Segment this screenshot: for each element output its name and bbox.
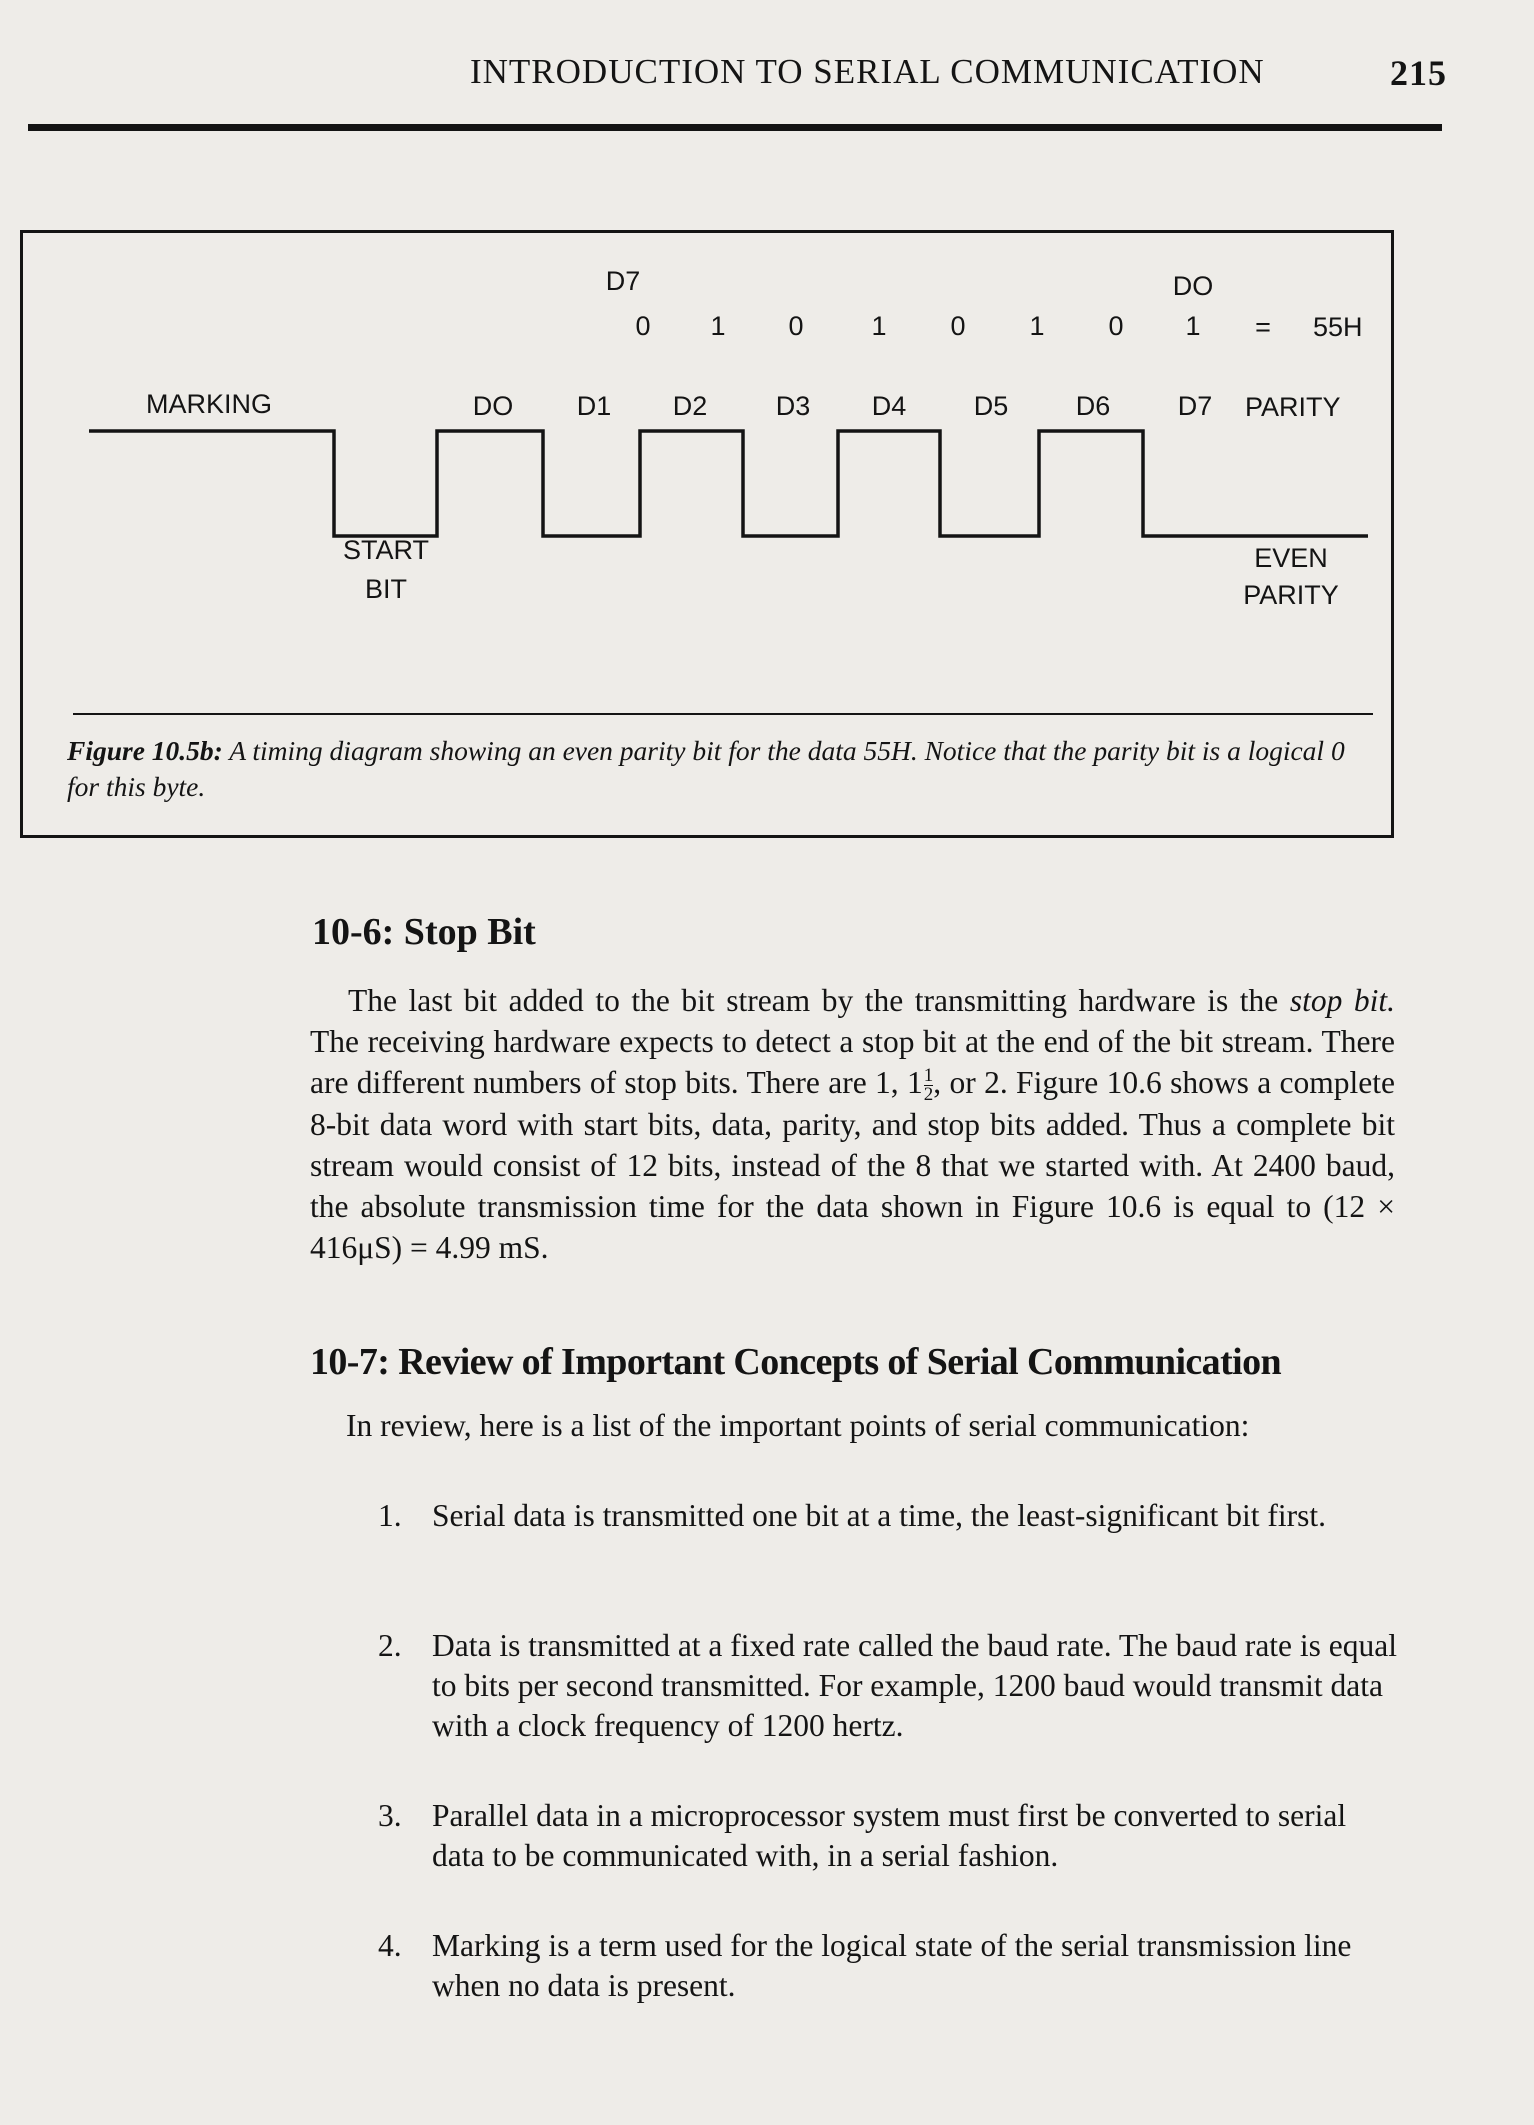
stop-bit-text-1: The last bit added to the bit stream by the transmitting hardware is the (348, 983, 1290, 1018)
serial-waveform (89, 431, 1368, 536)
bit-name-d2: D2 (672, 391, 708, 421)
equals-sign: = (1255, 312, 1271, 342)
section-heading-review: 10-7: Review of Important Concepts of Serial Communication (310, 1341, 1282, 1383)
list-item-number: 2. (378, 1628, 402, 1663)
bit-name-d5: D5 (973, 391, 1009, 421)
parity-label: PARITY (1245, 392, 1341, 422)
bit-value-6: 0 (1108, 311, 1124, 341)
start-bit-label-line2: BIT (364, 574, 408, 604)
bit-value-7: 1 (1185, 311, 1201, 341)
bit-value-0: 0 (635, 311, 651, 341)
stop-bit-term: stop bit. (1289, 983, 1395, 1018)
list-item-number: 4. (378, 1928, 402, 1963)
hex-value-label: 55H (1313, 312, 1363, 342)
marking-label: MARKING (146, 389, 273, 419)
bit-value-3: 1 (871, 311, 887, 341)
bit-name-d7: D7 (1177, 391, 1213, 421)
d7-top-label: D7 (605, 266, 641, 296)
list-item-number: 3. (378, 1798, 402, 1833)
running-head-title: INTRODUCTION TO SERIAL COMMUNICATION (470, 52, 1265, 91)
bit-name-d6: D6 (1075, 391, 1111, 421)
bit-name-do: DO (472, 391, 514, 421)
fraction-numerator: 1 (923, 1065, 934, 1087)
list-item-text: Marking is a term used for the logical state of the serial transmission line when no data is present. (432, 1928, 1352, 2003)
header-rule (28, 124, 1442, 131)
caption-text: A timing diagram showing an even parity bit for the data 55H. Notice that the parity bit is a logical 0 for this byte. (67, 735, 1345, 802)
review-intro: In review, here is a list of the important points of serial communication: (346, 1408, 1250, 1443)
list-item-text: Data is transmitted at a fixed rate called the baud rate. The baud rate is equal to bits per second transmitted. For example, 1200 baud would transmit data with a clock frequency of 1200 hertz. (432, 1628, 1398, 1743)
bit-value-row (635, 311, 1200, 341)
caption-rule (73, 713, 1373, 715)
bit-value-5: 1 (1029, 311, 1045, 341)
page-number: 215 (1390, 53, 1447, 93)
bit-value-4: 0 (950, 311, 966, 341)
stop-bit-text-3: , or 2. Figure 10.6 shows a complete 8-bit data word with start bits, data, parity, and stop bits added. Thus a complete bit stream would consist of 12 bits, instead of the 8 that we started with. At 2400 baud, the absolute transmission time for the data shown in Figure 10.6 is equal to (12 × 416μS) = 4.99 mS. (310, 1065, 1395, 1266)
even-parity-label-line2: PARITY (1243, 580, 1339, 610)
d0-top-label: DO (1172, 271, 1214, 301)
timing-diagram (23, 233, 1391, 703)
section-heading-stop-bit: 10-6: Stop Bit (312, 911, 536, 953)
list-item-number: 1. (378, 1498, 402, 1533)
bit-value-2: 0 (788, 311, 804, 341)
stop-bit-text-2: The receiving hardware expects to detect a stop bit at the end of the bit stream. There are different numbers of stop bits. There are 1, 1 (310, 1024, 1395, 1100)
bit-name-d1: D1 (576, 391, 612, 421)
start-bit-label-line1: START (342, 535, 430, 565)
figure-10-5b (20, 230, 1394, 838)
bit-name-d3: D3 (775, 391, 811, 421)
even-parity-label-line1: EVEN (1254, 543, 1328, 573)
list-item-text: Parallel data in a microprocessor system must first be converted to serial data to be communicated with, in a serial fashion. (432, 1798, 1347, 1873)
figure-caption (67, 733, 1377, 805)
stop-bit-paragraph (310, 980, 1395, 1268)
list-item-text: Serial data is transmitted one bit at a time, the least-significant bit first. (432, 1498, 1327, 1533)
bit-name-row (473, 391, 1213, 421)
figure-label: Figure 10.5b: (67, 735, 223, 766)
bit-value-1: 1 (710, 311, 726, 341)
one-half-fraction (924, 1067, 934, 1104)
fraction-denominator: 2 (923, 1084, 934, 1106)
bit-name-d4: D4 (871, 391, 907, 421)
